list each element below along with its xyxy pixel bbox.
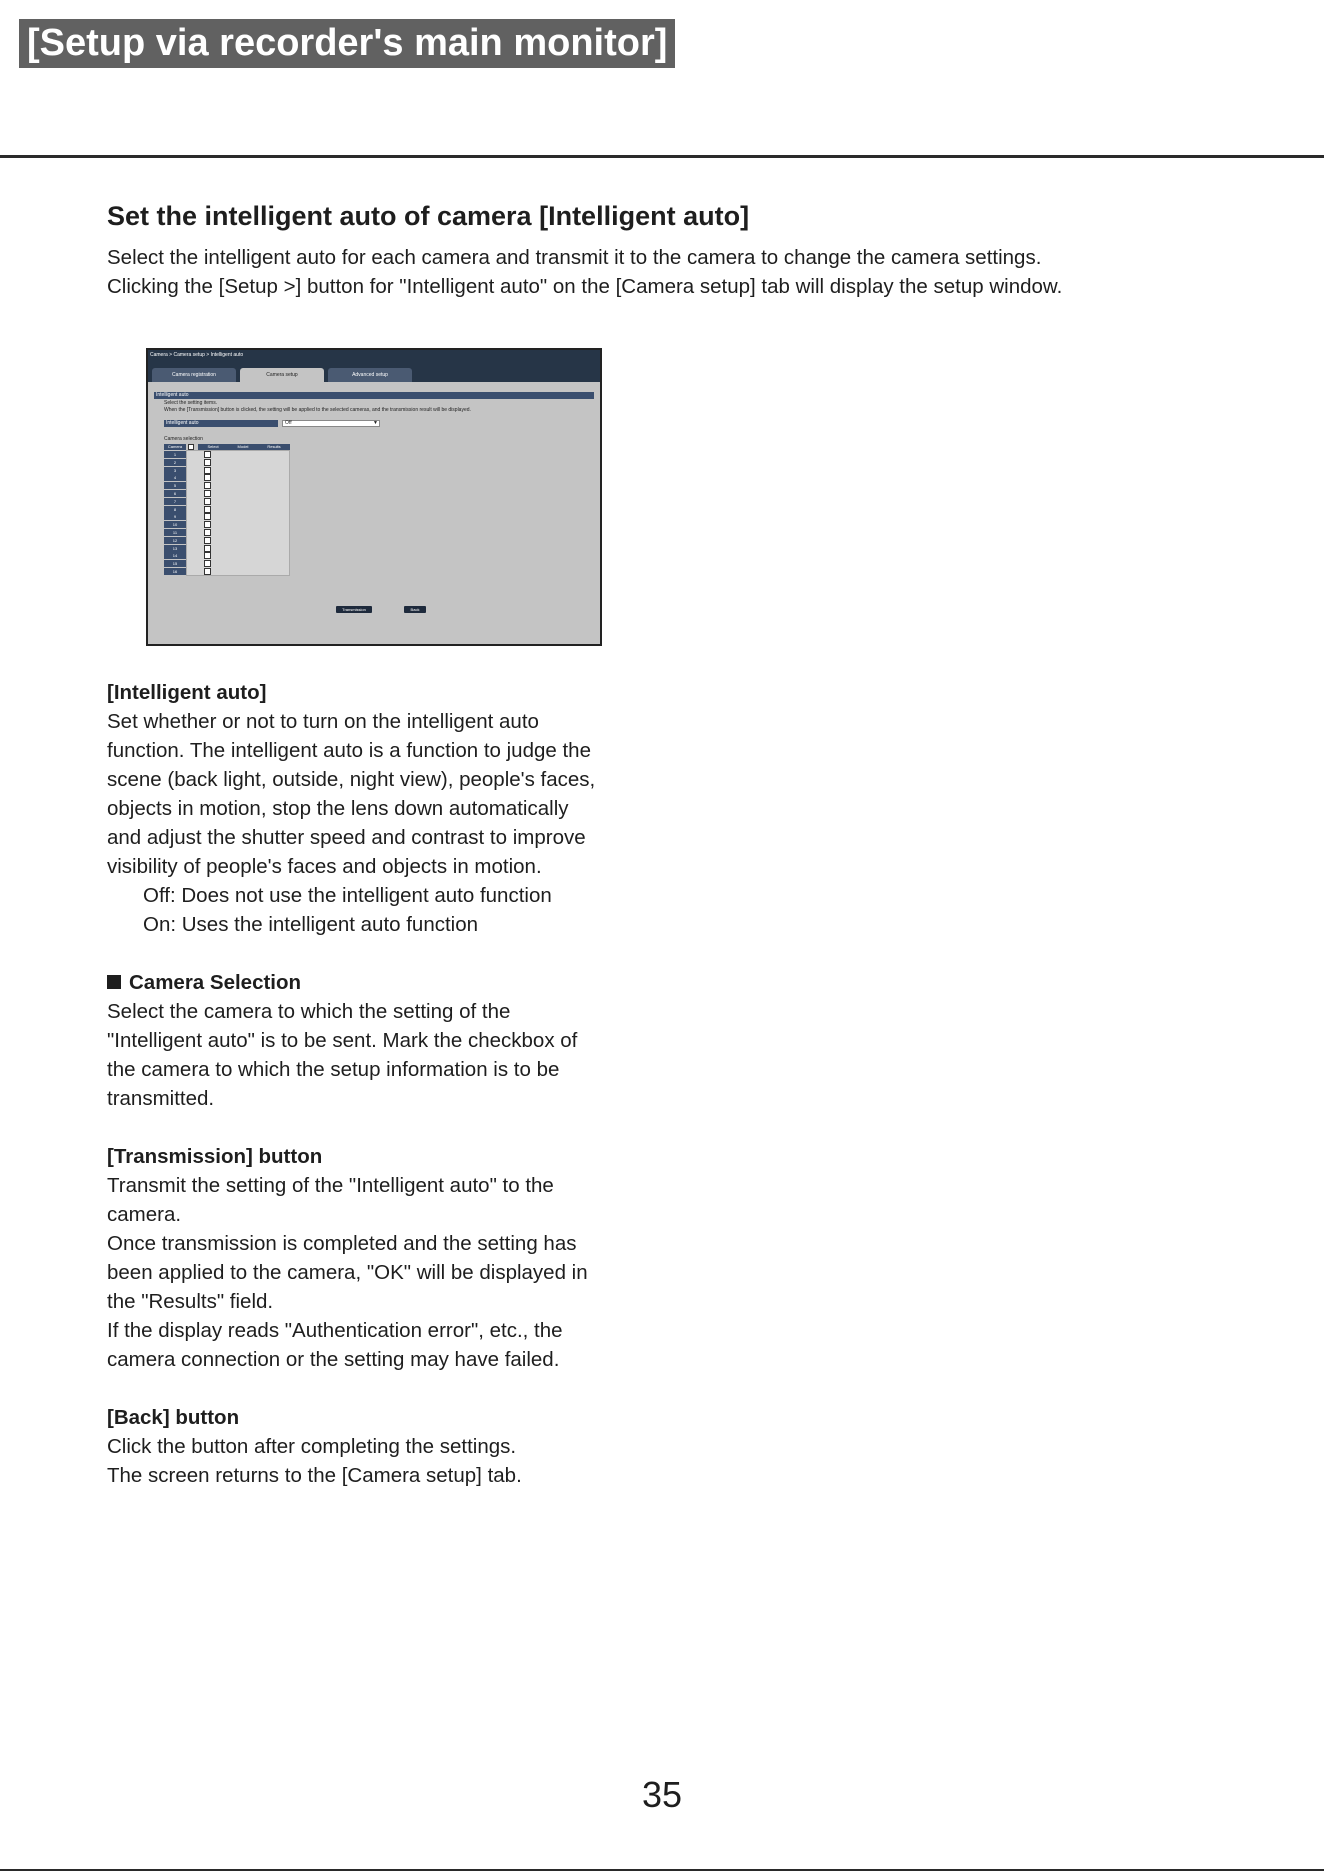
camera-selection-heading-text: Camera Selection xyxy=(129,971,302,994)
paragraph-line: If the display reads "Authentication error", etc., the xyxy=(107,1319,563,1342)
camera-number-cell: 15 xyxy=(164,560,186,567)
panel-text: When the [Transmission] button is clicked, the setting will be applied to the selected cameras, and the transmission result will be displayed. xyxy=(164,407,471,413)
camera-select-checkbox[interactable] xyxy=(204,467,211,474)
breadcrumb: Camera > Camera setup > Intelligent auto xyxy=(150,352,244,358)
camera-select-checkbox[interactable] xyxy=(204,490,211,497)
camera-select-checkbox[interactable] xyxy=(204,459,211,466)
paragraph-line: the "Results" field. xyxy=(107,1290,274,1313)
paragraph-line: objects in motion, stop the lens down automatically xyxy=(107,797,569,820)
camera-select-checkbox[interactable] xyxy=(204,537,211,544)
camera-number-cell: 10 xyxy=(164,521,186,528)
camera-select-checkbox[interactable] xyxy=(204,498,211,505)
intro-line: Clicking the [Setup >] button for "Intelligent auto" on the [Camera setup] tab will display the setup window. xyxy=(107,275,1063,298)
column-header: Model xyxy=(228,444,258,450)
intro-paragraph xyxy=(107,243,1062,301)
panel-text: Select the setting items. xyxy=(164,400,218,406)
camera-number-cell: 13 xyxy=(164,545,186,552)
camera-number-cell: 8 xyxy=(164,506,186,513)
paragraph-line: visibility of people's faces and objects in motion. xyxy=(107,855,542,878)
transmission-heading: [Transmission] button xyxy=(107,1145,323,1168)
spacer xyxy=(107,939,667,968)
paragraph-line: the camera to which the setup information is to be xyxy=(107,1058,560,1081)
camera-select-checkbox[interactable] xyxy=(204,521,211,528)
section-title: Set the intelligent auto of camera [Intelligent auto] xyxy=(107,201,750,231)
paragraph-line: been applied to the camera, "OK" will be displayed in xyxy=(107,1261,588,1284)
table-body xyxy=(186,450,290,576)
camera-number-cell: 4 xyxy=(164,474,186,481)
camera-select-checkbox[interactable] xyxy=(204,474,211,481)
camera-number-cell: 7 xyxy=(164,498,186,505)
camera-number-cell: 3 xyxy=(164,467,186,474)
paragraph-line: camera connection or the setting may have failed. xyxy=(107,1348,560,1371)
spacer xyxy=(107,1113,667,1142)
camera-number-cell: 2 xyxy=(164,459,186,466)
tab-advanced-setup[interactable]: Advanced setup xyxy=(328,368,412,382)
column-header: Camera xyxy=(164,444,186,450)
top-rule xyxy=(0,155,1324,158)
paragraph-line: Select the camera to which the setting of the xyxy=(107,1000,511,1023)
paragraph-line: Transmit the setting of the "Intelligent auto" to the xyxy=(107,1174,554,1197)
column-header: Results xyxy=(258,444,290,450)
page-banner: [Setup via recorder's main monitor] xyxy=(19,19,675,68)
bottom-rule xyxy=(0,1869,1324,1871)
paragraph-line: transmitted. xyxy=(107,1087,215,1110)
window-title-bar xyxy=(148,350,600,382)
camera-number-cell: 11 xyxy=(164,529,186,536)
spacer xyxy=(107,1374,667,1403)
camera-number-cell: 6 xyxy=(164,490,186,497)
paragraph-line: Once transmission is completed and the setting has xyxy=(107,1232,577,1255)
back-heading: [Back] button xyxy=(107,1406,240,1429)
camera-select-checkbox[interactable] xyxy=(204,451,211,458)
camera-number-cell: 16 xyxy=(164,568,186,575)
option-on: On: Uses the intelligent auto function xyxy=(143,913,479,936)
paragraph-line: "Intelligent auto" is to be sent. Mark the checkbox of xyxy=(107,1029,578,1052)
camera-select-checkbox[interactable] xyxy=(204,552,211,559)
setup-panel xyxy=(154,392,594,638)
intelligent-auto-select[interactable] xyxy=(282,420,380,427)
camera-select-checkbox[interactable] xyxy=(204,506,211,513)
camera-number-cell: 12 xyxy=(164,537,186,544)
paragraph-line: The screen returns to the [Camera setup] tab. xyxy=(107,1464,522,1487)
camera-select-checkbox[interactable] xyxy=(204,482,211,489)
option-off: Off: Does not use the intelligent auto function xyxy=(143,884,552,907)
setup-window-screenshot xyxy=(146,348,602,646)
intelligent-auto-heading: [Intelligent auto] xyxy=(107,681,267,704)
camera-number-cell: 1 xyxy=(164,451,186,458)
square-bullet-icon xyxy=(107,975,121,989)
camera-select-checkbox[interactable] xyxy=(204,513,211,520)
camera-number-cell: 5 xyxy=(164,482,186,489)
paragraph-line: and adjust the shutter speed and contrast to improve xyxy=(107,826,586,849)
body-text xyxy=(107,678,667,1490)
paragraph-line: function. The intelligent auto is a function to judge the xyxy=(107,739,591,762)
camera-select-checkbox[interactable] xyxy=(204,529,211,536)
panel-heading: Intelligent auto xyxy=(154,392,594,399)
paragraph-line: Click the button after completing the settings. xyxy=(107,1435,517,1458)
transmission-button[interactable]: Transmission xyxy=(336,606,372,613)
camera-selection-label: Camera selection xyxy=(164,436,203,442)
paragraph-line: Set whether or not to turn on the intelligent auto xyxy=(107,710,539,733)
paragraph-line: camera. xyxy=(107,1203,182,1226)
paragraph-line: scene (back light, outside, night view), people's faces, xyxy=(107,768,596,791)
chevron-down-icon: ▼ xyxy=(373,420,378,426)
select-value: Off xyxy=(285,420,292,426)
camera-select-checkbox[interactable] xyxy=(204,545,211,552)
intelligent-auto-label: Intelligent auto xyxy=(164,420,278,427)
camera-select-checkbox[interactable] xyxy=(204,560,211,567)
column-header: Select xyxy=(198,444,228,450)
page-number: 35 xyxy=(641,1774,683,1815)
intro-line: Select the intelligent auto for each camera and transmit it to the camera to change the camera settings. xyxy=(107,246,1042,269)
camera-number-cell: 14 xyxy=(164,552,186,559)
camera-selection-heading xyxy=(107,968,667,997)
tab-camera-registration[interactable]: Camera registration xyxy=(152,368,236,382)
camera-number-cell: 9 xyxy=(164,513,186,520)
camera-select-checkbox[interactable] xyxy=(204,568,211,575)
tab-camera-setup[interactable]: Camera setup xyxy=(240,368,324,382)
back-button[interactable]: Back xyxy=(404,606,426,613)
